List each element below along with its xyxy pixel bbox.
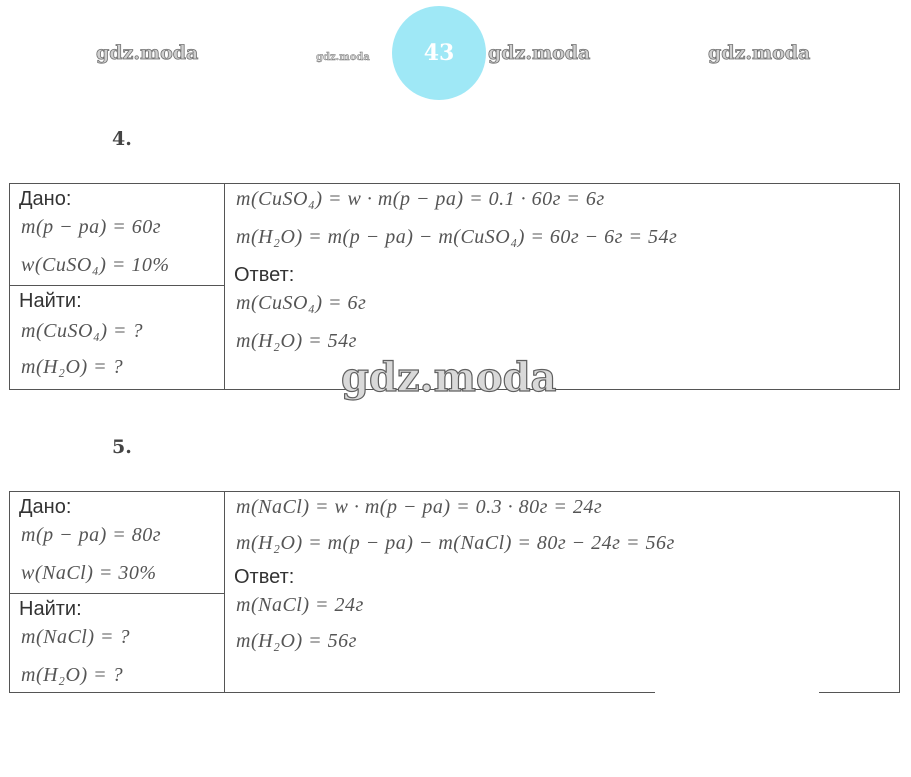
given-value: m(p − pa) = 80г [21,524,162,546]
task-number: 5. [112,436,132,458]
given-find-column [10,184,225,389]
page-number-badge [392,6,486,100]
answer-line: m(H₂O) = 56г [236,630,357,652]
given-label: Дано: [19,496,72,518]
answer-label: Ответ: [234,264,295,286]
given-value: w(NaCl) = 30% [21,562,157,584]
given-label: Дано: [19,188,72,210]
given-value: w(CuSO₄) = 10% [21,254,170,276]
answer-label: Ответ: [234,566,295,588]
find-value: m(NaCl) = ? [21,626,130,648]
find-value: m(H₂O) = ? [21,356,124,378]
watermark-text: gdz.moda [488,42,591,64]
find-label: Найти: [19,598,82,620]
solution-line: m(NaCl) = w · m(p − pa) = 0.3 · 80г = 24г [236,496,603,518]
find-label: Найти: [19,290,82,312]
given-cell [10,492,224,594]
task-number: 4. [112,128,132,150]
answer-line: m(CuSO₄) = 6г [236,292,367,314]
answer-line: m(NaCl) = 24г [236,594,364,616]
task-table [9,491,900,693]
watermark-text: gdz.moda [96,42,199,64]
watermark-text-large: gdz.moda [341,354,557,401]
solution-line: m(H₂O) = m(p − pa) − m(CuSO₄) = 60г − 6г = 54г [236,226,678,248]
find-value: m(H₂O) = ? [21,664,124,686]
watermark-text-small: gdz.moda [316,52,370,63]
solution-line: m(H₂O) = m(p − pa) − m(NaCl) = 80г − 24г = 56г [236,532,675,554]
border-gap [655,691,819,694]
solution-line: m(CuSO₄) = w · m(p − pa) = 0.1 · 60г = 6г [236,188,605,210]
given-value: m(p − pa) = 60г [21,216,162,238]
given-find-column [10,492,225,692]
watermark-text: gdz.moda [708,42,811,64]
page-number: 43 [423,40,455,66]
find-value: m(CuSO₄) = ? [21,320,143,342]
given-cell [10,184,224,286]
answer-line: m(H₂O) = 54г [236,330,357,352]
